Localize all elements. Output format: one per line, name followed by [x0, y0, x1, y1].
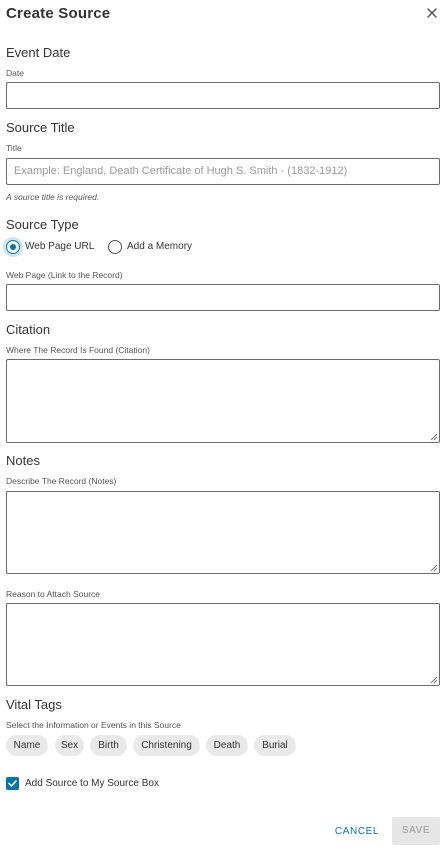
tag-chip-death[interactable]: Death: [206, 735, 248, 756]
checkmark-icon: [6, 777, 19, 790]
notes-textarea[interactable]: [6, 491, 440, 574]
tag-chip-birth[interactable]: Birth: [90, 735, 127, 756]
resize-grip-icon[interactable]: [429, 432, 438, 441]
vital-tags-heading: Vital Tags: [6, 697, 62, 712]
cancel-button[interactable]: CANCEL: [334, 826, 380, 837]
date-label: Date: [6, 68, 24, 78]
citation-textarea[interactable]: [6, 359, 440, 443]
source-type-heading: Source Type: [6, 217, 79, 232]
tag-chip-sex[interactable]: Sex: [55, 735, 84, 756]
resize-grip-icon[interactable]: [429, 675, 438, 684]
tag-chip-name[interactable]: Name: [6, 735, 48, 756]
title-placeholder: Example: England, Death Certificate of Hugh S. Smith - (1832-1912): [14, 165, 348, 177]
add-to-source-box-checkbox[interactable]: [6, 777, 19, 790]
add-memory-radio[interactable]: [108, 240, 122, 254]
tag-chip-christening[interactable]: Christening: [133, 735, 200, 756]
date-input[interactable]: [6, 82, 440, 109]
add-memory-label[interactable]: Add a Memory: [127, 241, 193, 252]
web-page-label: Web Page (Link to the Record): [6, 270, 123, 280]
vital-tags-label: Select the Information or Events in this Source: [6, 720, 181, 730]
reason-textarea[interactable]: [6, 603, 440, 686]
close-icon[interactable]: [425, 6, 439, 20]
save-button[interactable]: SAVE: [392, 817, 440, 845]
citation-heading: Citation: [6, 322, 51, 337]
title-input[interactable]: [6, 158, 440, 185]
title-required-hint: A source title is required.: [6, 192, 100, 202]
source-title-heading: Source Title: [6, 120, 75, 135]
resize-grip-icon[interactable]: [429, 563, 438, 572]
add-to-source-box-label[interactable]: Add Source to My Source Box: [25, 778, 159, 789]
notes-heading: Notes: [6, 453, 40, 468]
tag-chip-burial[interactable]: Burial: [254, 735, 296, 756]
citation-label: Where The Record Is Found (Citation): [6, 345, 150, 355]
dialog-title: Create Source: [6, 5, 111, 22]
notes-label: Describe The Record (Notes): [6, 476, 117, 486]
reason-label: Reason to Attach Source: [6, 589, 101, 599]
title-label: Title: [6, 143, 22, 153]
event-date-heading: Event Date: [6, 45, 71, 60]
web-page-url-label[interactable]: Web Page URL: [25, 241, 95, 252]
web-page-url-radio[interactable]: [6, 240, 20, 254]
web-page-input[interactable]: [6, 284, 440, 311]
